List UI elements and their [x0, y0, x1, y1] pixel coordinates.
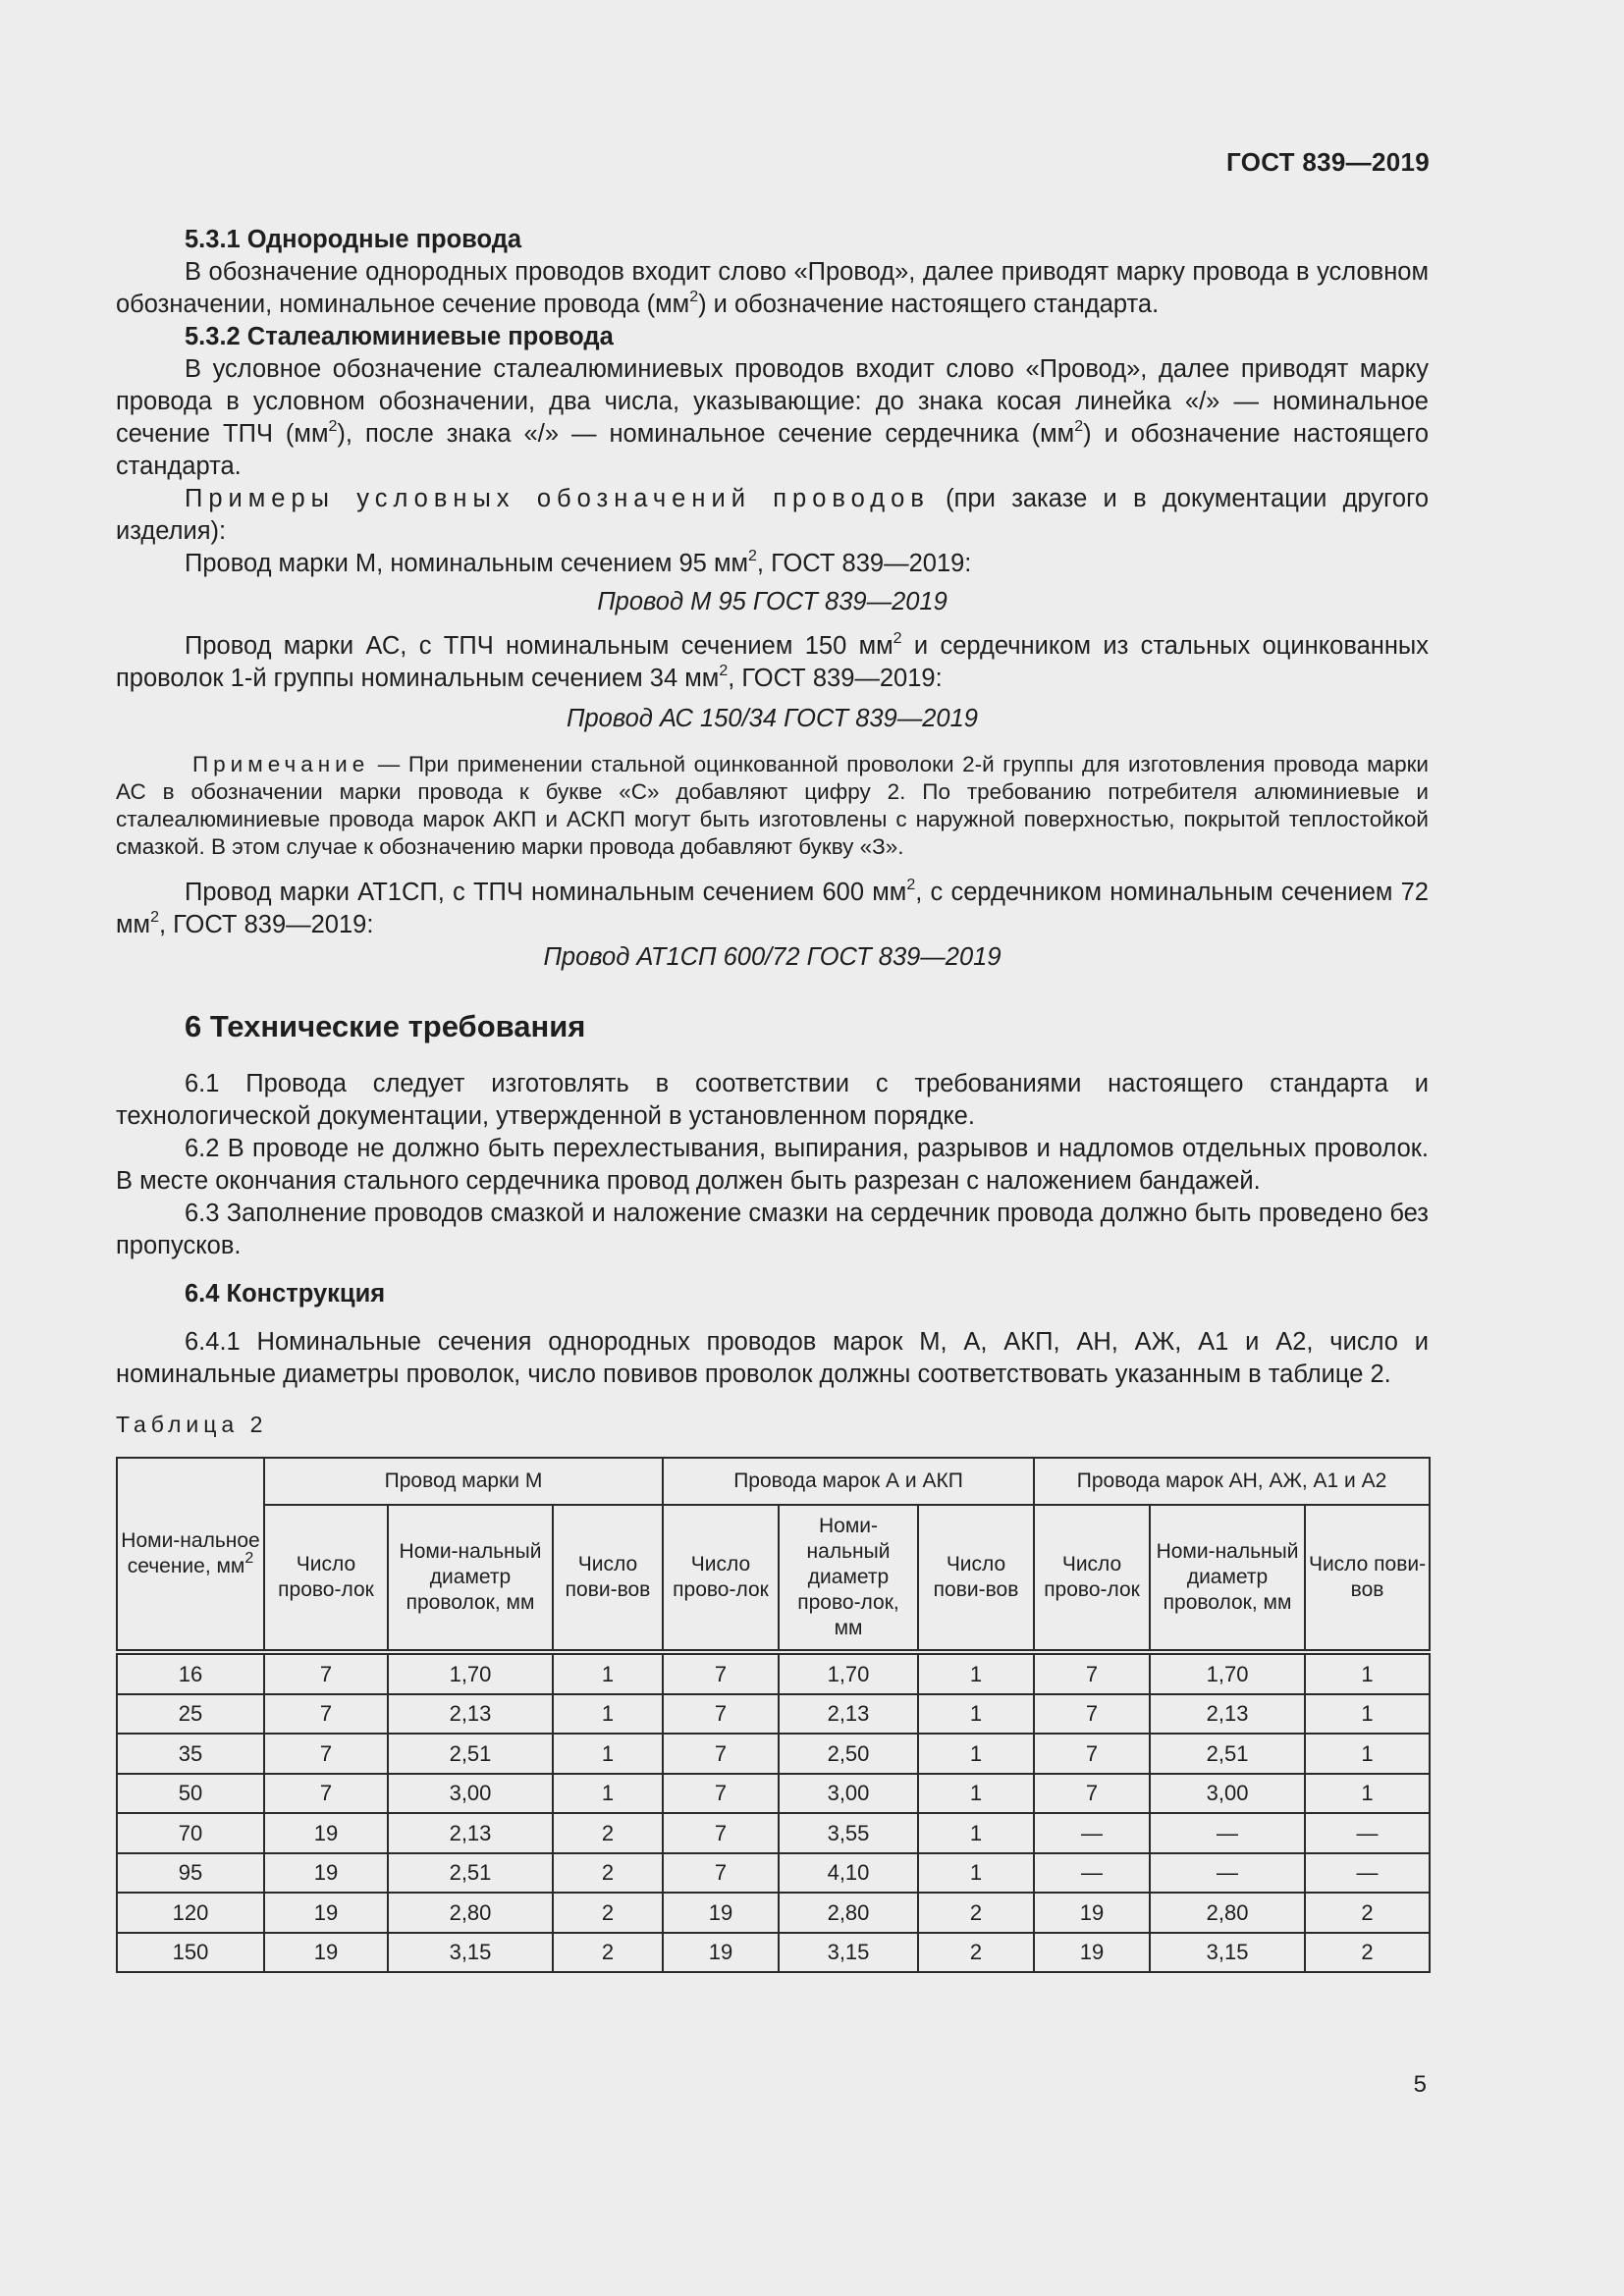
section-5-3-1-heading: 5.3.1 Однородные провода	[185, 226, 522, 253]
table-cell: 1	[1305, 1652, 1430, 1694]
example-1-text: Провод марки М, номинальным сечением 95 $мм^2$, ГОСТ 839—2019:	[185, 547, 972, 577]
table-cell: —	[1150, 1853, 1305, 1894]
table-cell: 19	[1034, 1893, 1150, 1933]
paragraph-6-1: 6.1 Провода следует изготовлять в соответствии с требованиями настоящего стандарта и технологической документации, утвержденной в установленном порядке.	[116, 1070, 1429, 1130]
table-cell: 1	[918, 1813, 1034, 1853]
table-cell: 1	[1305, 1774, 1430, 1814]
table-cell: 2	[1305, 1933, 1430, 1973]
table-cell: 7	[264, 1694, 388, 1735]
example-1-designation: Провод М 95 ГОСТ 839—2019	[597, 588, 947, 615]
table-cell: 2,51	[1150, 1734, 1305, 1774]
example-2-designation: Провод АС 150/34 ГОСТ 839—2019	[567, 705, 978, 732]
table-cell: 150	[117, 1933, 264, 1973]
table-cell: 1	[1305, 1694, 1430, 1735]
table-cell: 1	[918, 1694, 1034, 1735]
page-content	[116, 224, 1429, 1973]
table-cell: 50	[117, 1774, 264, 1814]
table-cell: 1	[918, 1652, 1034, 1694]
table-cell: 7	[663, 1774, 779, 1814]
table-cell: 3,00	[388, 1774, 553, 1814]
table-cell: 19	[663, 1893, 779, 1933]
table-cell: 7	[663, 1694, 779, 1735]
table-cell: 120	[117, 1893, 264, 1933]
examples-intro: Примеры условных обозначений проводов (при заказе и в документации другого изделия):	[116, 485, 1429, 545]
table-cell: 1,70	[388, 1652, 553, 1694]
page-number: 5	[1413, 2071, 1427, 2098]
table-cell: —	[1305, 1813, 1430, 1853]
example-2-text: Провод марки АС, с ТПЧ номинальным сечением 150 $мм^2$ и сердечником из стальных оцинкованных проволок 1-й группы номинальным сечением 34 $мм^2$, ГОСТ 839—2019:	[116, 629, 1430, 692]
paragraph-6-4-1: 6.4.1 Номинальные сечения однородных проводов марок М, А, АКП, АН, АЖ, А1 и А2, число и номинальные диаметры проволок, число повивов проволок должны соответствовать указанным в таблице 2.	[116, 1328, 1429, 1388]
table-row	[117, 1694, 1430, 1735]
table-cell: 2,50	[779, 1734, 918, 1774]
table-cell: 7	[264, 1652, 388, 1694]
table-cell: 1	[918, 1774, 1034, 1814]
header-sub: Число пови-вов	[918, 1505, 1034, 1652]
table-cell: 4,10	[779, 1853, 918, 1894]
paragraph-6-2: 6.2 В проводе не должно быть перехлестывания, выпирания, разрывов и надломов отдельных проволок. В месте окончания стального сердечника провод должен быть разрезан с наложением бандажей.	[116, 1135, 1429, 1195]
table-cell: 2	[918, 1893, 1034, 1933]
header-group-m: Провод марки М	[264, 1458, 663, 1505]
table-cell: 2	[553, 1933, 663, 1973]
table-cell: 1	[918, 1734, 1034, 1774]
table-cell: 2,80	[388, 1893, 553, 1933]
table-cell: 1	[553, 1694, 663, 1735]
table-cell: 1	[918, 1853, 1034, 1894]
table-cell: 2,51	[388, 1734, 553, 1774]
table-cell: 2,13	[779, 1694, 918, 1735]
table-cell: 1	[1305, 1734, 1430, 1774]
table-cell: 2,13	[388, 1813, 553, 1853]
table-cell: 7	[663, 1652, 779, 1694]
table-cell: 7	[1034, 1774, 1150, 1814]
table-row	[117, 1734, 1430, 1774]
table-cell: —	[1034, 1853, 1150, 1894]
table-cell: —	[1150, 1813, 1305, 1853]
table-cell: 3,15	[388, 1933, 553, 1973]
table-cell: 2,80	[1150, 1893, 1305, 1933]
table-cell: 95	[117, 1853, 264, 1894]
table-cell: 2	[918, 1933, 1034, 1973]
table-cell: 7	[1034, 1652, 1150, 1694]
header-sub: Число пови-вов	[1305, 1505, 1430, 1652]
header-sub: Число прово-лок	[663, 1505, 779, 1652]
header-sub: Число прово-лок	[1034, 1505, 1150, 1652]
table-row	[117, 1893, 1430, 1933]
table-cell: 1	[553, 1774, 663, 1814]
table-cell: 2,80	[779, 1893, 918, 1933]
header-group-a-akp: Провода марок А и АКП	[663, 1458, 1034, 1505]
header-sub: Номи-нальный диаметр проволок, мм	[1150, 1505, 1305, 1652]
table-cell: 3,55	[779, 1813, 918, 1853]
section-6-heading: 6 Технические требования	[185, 1009, 586, 1043]
table-cell: 19	[663, 1933, 779, 1973]
table-cell: 7	[663, 1853, 779, 1894]
table-cell: 3,15	[1150, 1933, 1305, 1973]
table-cell: 70	[117, 1813, 264, 1853]
table-row	[117, 1774, 1430, 1814]
table-row	[117, 1853, 1430, 1894]
section-6-4-heading: 6.4 Конструкция	[185, 1280, 386, 1308]
table-cell: 2	[553, 1813, 663, 1853]
header-sub: Номи-нальный диаметр прово-лок, мм	[779, 1505, 918, 1652]
table-cell: 7	[663, 1813, 779, 1853]
table-cell: 7	[663, 1734, 779, 1774]
table-cell: 19	[264, 1853, 388, 1894]
table-cell: 2,51	[388, 1853, 553, 1894]
table-cell: 7	[1034, 1694, 1150, 1735]
header-group-an: Провода марок АН, АЖ, А1 и А2	[1034, 1458, 1430, 1505]
table-cell: 3,15	[779, 1933, 918, 1973]
table-cell: 2,13	[388, 1694, 553, 1735]
table-cell: 1,70	[1150, 1652, 1305, 1694]
table-cell: 19	[1034, 1933, 1150, 1973]
table-cell: 7	[264, 1734, 388, 1774]
table-cell: 19	[264, 1893, 388, 1933]
table-cell: 35	[117, 1734, 264, 1774]
table-cell: 2,13	[1150, 1694, 1305, 1735]
example-3-designation: Провод АТ1СП 600/72 ГОСТ 839—2019	[543, 943, 1001, 971]
table-label: Таблица 2	[116, 1412, 268, 1437]
table-cell: 19	[264, 1813, 388, 1853]
table-cell: 1,70	[779, 1652, 918, 1694]
paragraph-6-3: 6.3 Заполнение проводов смазкой и наложение смазки на сердечник провода должно быть проведено без пропусков.	[116, 1200, 1429, 1259]
table-cell: 19	[264, 1933, 388, 1973]
table-row	[117, 1933, 1430, 1973]
header-sub: Число пови-вов	[553, 1505, 663, 1652]
table-cell: 7	[264, 1774, 388, 1814]
section-5-3-2-heading: 5.3.2 Сталеалюминиевые провода	[185, 323, 614, 350]
table-cell: 3,00	[1150, 1774, 1305, 1814]
table-cell: 2	[1305, 1893, 1430, 1933]
table-cell: 25	[117, 1694, 264, 1735]
wire-construction-table	[116, 1457, 1431, 1973]
example-3-text: Провод марки АТ1СП, с ТПЧ номинальным сечением 600 $мм^2$, с сердечником номинальным сечением 72 $мм^2$, ГОСТ 839—2019:	[116, 876, 1429, 938]
table-cell: 3,00	[779, 1774, 918, 1814]
table-cell: 1	[553, 1734, 663, 1774]
note-block: Примечание — При применении стальной оцинкованной проволоки 2-й группы для изготовления провода марки АС в обозначении марки провода к букве «С» добавляют цифру 2. По требованию потребителя алюминиевые и сталеалюминиевые провода марок АКП и АСКП могут быть изготовлены с наружной поверхностью, покрытой теплостойкой смазкой. В этом случае к обозначению марки провода добавляют букву «З».	[116, 752, 1429, 859]
table-cell: 16	[117, 1652, 264, 1694]
table-cell: 1	[553, 1652, 663, 1694]
table-cell: 2	[553, 1853, 663, 1894]
table-cell: 2	[553, 1893, 663, 1933]
section-5-3-1-text: В обозначение однородных проводов входит слово «Провод», далее приводят марку провода в условном обозначении, номинальное сечение провода $(мм^2)$ и обозначение настоящего стандарта.	[116, 258, 1429, 318]
table-cell: —	[1034, 1813, 1150, 1853]
header-sub: Число прово-лок	[264, 1505, 388, 1652]
table-cell: 7	[1034, 1734, 1150, 1774]
table-row	[117, 1813, 1430, 1853]
header-sub: Номи-нальный диаметр проволок, мм	[388, 1505, 553, 1652]
table-row	[117, 1652, 1430, 1694]
header-nominal-section: Номи-нальное сечение, $мм^2$	[117, 1458, 264, 1652]
table-cell: —	[1305, 1853, 1430, 1894]
standard-code: ГОСТ 839—2019	[1226, 147, 1430, 177]
section-5-3-2-text: В условное обозначение сталеалюминиевых проводов входит слово «Провод», далее приводят марку провода в условном обозначении, два числа, указывающие: до знака косая линейка «/» — номинальное сечение ТПЧ $(мм^2)$, после знака «/» — номинальное сечение сердечника $(мм^2)$ и обозначение настоящего стандарта.	[116, 355, 1430, 480]
